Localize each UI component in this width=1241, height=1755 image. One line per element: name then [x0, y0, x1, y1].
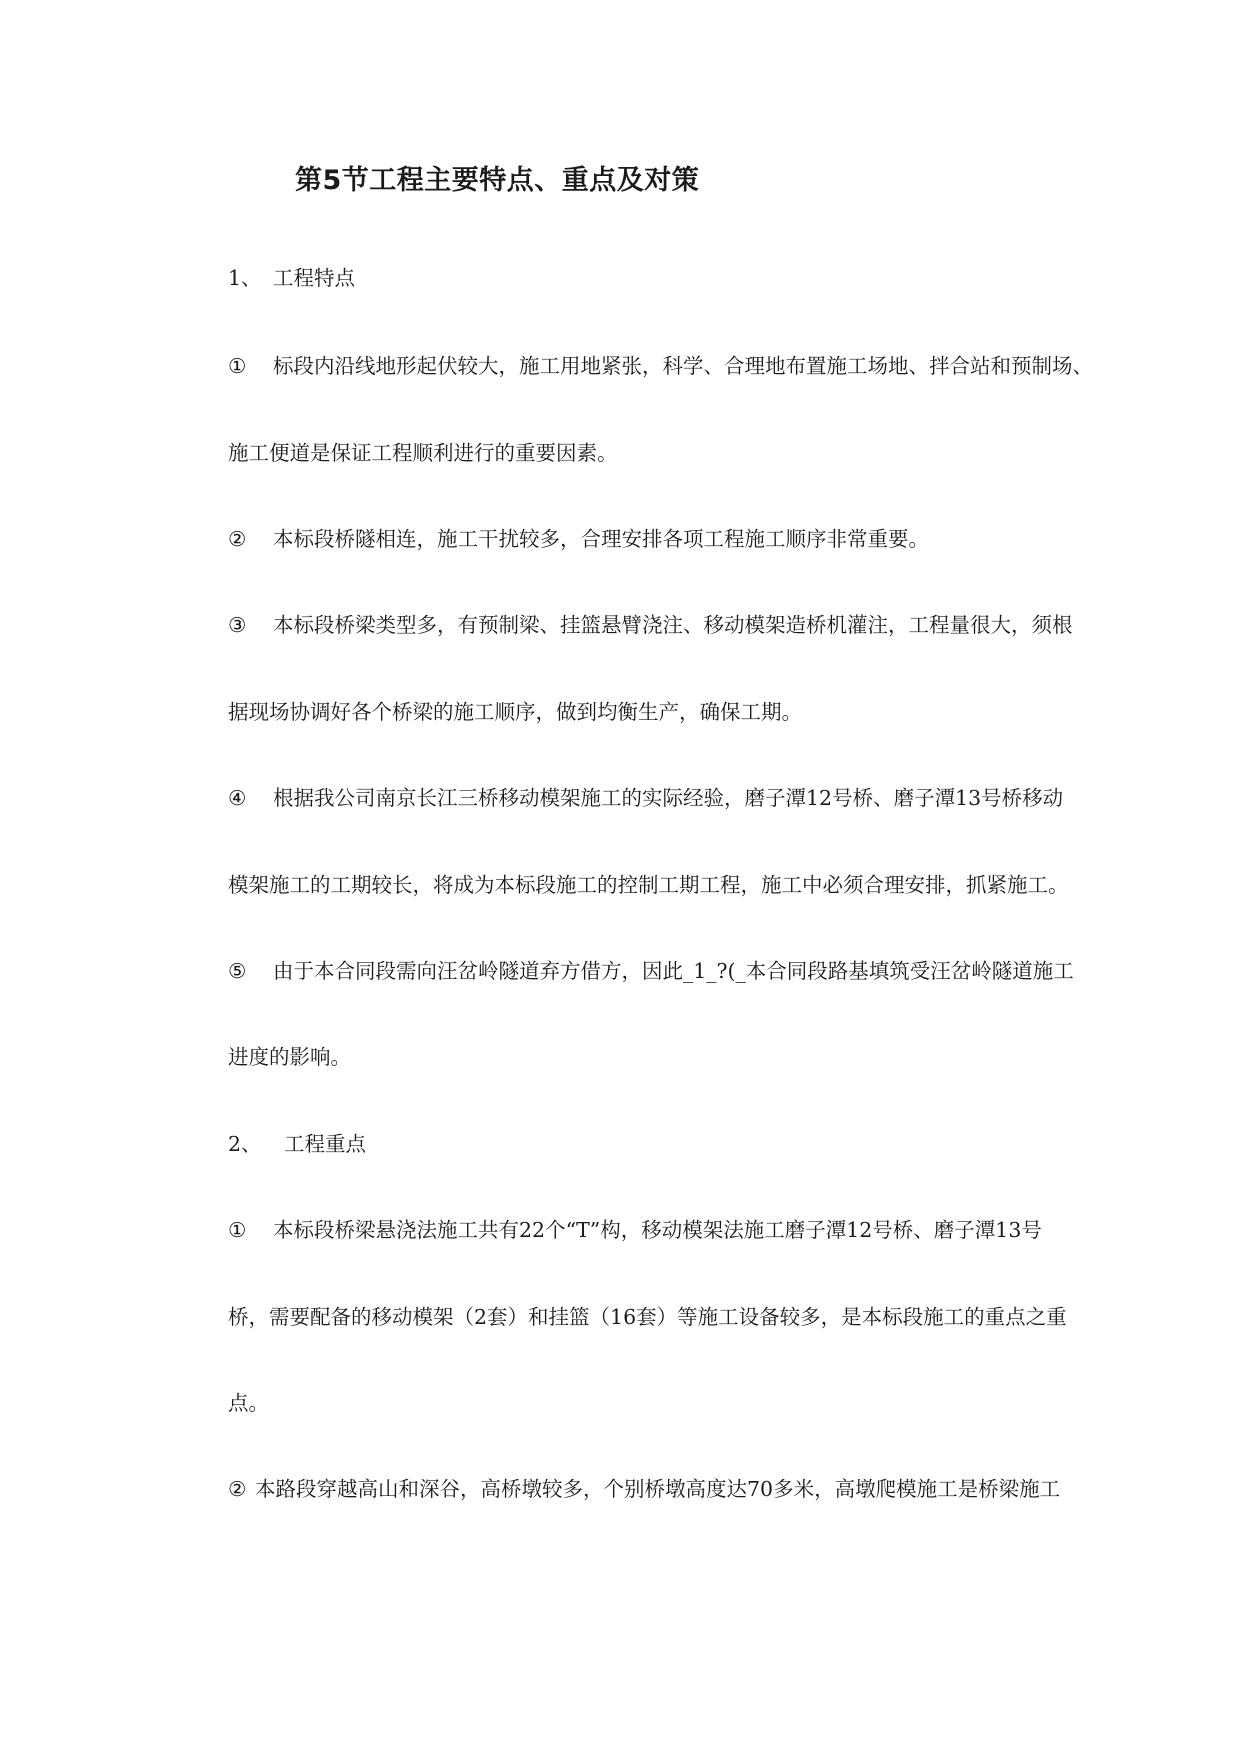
paragraph-text: 本标段桥梁悬浇法施工共有22个“T”构，移动模架法施工磨子潭12号桥、磨子潭13号 — [273, 1218, 1042, 1242]
item-marker: ② — [228, 1477, 247, 1501]
item-marker: ③ — [228, 613, 247, 637]
paragraph-text: 本标段桥梁类型多，有预制梁、挂篮悬臂浇注、移动模架造桥机灌注，工程量很大，须根 — [273, 613, 1073, 637]
paragraph-line — [228, 1043, 351, 1071]
paragraph-line — [228, 957, 1074, 985]
paragraph-text: 由于本合同段需向汪岔岭隧道弃方借方，因此_1_?(_本合同段路基填筑受汪岔岭隧道施工 — [273, 959, 1074, 983]
paragraph-text: 据现场协调好各个桥梁的施工顺序，做到均衡生产，确保工期。 — [228, 700, 802, 724]
item-marker: ④ — [228, 786, 247, 810]
section-number: 1、 — [228, 266, 262, 290]
paragraph-line — [228, 439, 618, 467]
paragraph-text: 施工便道是保证工程顺利进行的重要因素。 — [228, 441, 618, 465]
item-marker: ① — [228, 354, 247, 378]
paragraph-line — [228, 871, 1069, 899]
paragraph-line — [228, 1216, 1042, 1244]
paragraph-line — [228, 698, 802, 726]
paragraph-text: 标段内沿线地形起伏较大，施工用地紧张，科学、合理地布置施工场地、拌合站和预制场、 — [273, 354, 1093, 378]
paragraph-text: 本路段穿越高山和深谷，高桥墩较多，个别桥墩高度达70多米，高墩爬模施工是桥梁施工 — [255, 1477, 1061, 1501]
item-marker: ② — [228, 527, 247, 551]
item-marker: ① — [228, 1218, 247, 1242]
paragraph-line — [228, 525, 929, 553]
paragraph-text: 桥，需要配备的移动模架（2套）和挂篮（16套）等施工设备较多，是本标段施工的重点之重 — [228, 1305, 1067, 1329]
paragraph-line — [228, 1303, 1067, 1331]
paragraph-text: 进度的影响。 — [228, 1045, 351, 1069]
paragraph-line — [228, 611, 1073, 639]
paragraph-line — [228, 1389, 269, 1417]
paragraph-line — [228, 1475, 1060, 1503]
paragraph-text: 模架施工的工期较长，将成为本标段施工的控制工期工程，施工中必须合理安排，抓紧施工。 — [228, 873, 1069, 897]
section-heading-features — [228, 264, 355, 292]
section-heading-text: 工程重点 — [284, 1132, 366, 1156]
page-title: 第5节工程主要特点、重点及对策 — [295, 165, 700, 196]
paragraph-text: 点。 — [228, 1391, 269, 1415]
section-number: 2、 — [228, 1132, 262, 1156]
paragraph-line — [228, 352, 1093, 380]
paragraph-text: 本标段桥隧相连，施工干扰较多，合理安排各项工程施工顺序非常重要。 — [273, 527, 929, 551]
item-marker: ⑤ — [228, 959, 247, 983]
paragraph-text: 根据我公司南京长江三桥移动模架施工的实际经验，磨子潭12号桥、磨子潭13号桥移动 — [273, 786, 1064, 810]
section-heading-key-points — [228, 1130, 366, 1158]
section-heading-text: 工程特点 — [273, 266, 355, 290]
paragraph-line — [228, 784, 1063, 812]
